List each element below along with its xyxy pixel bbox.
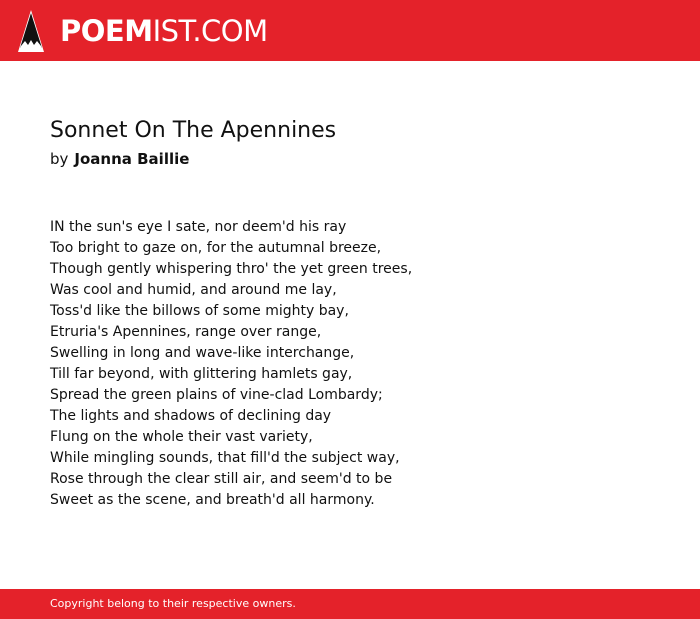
poem-title: Sonnet On The Apennines (50, 118, 337, 143)
footer-bar (0, 589, 700, 619)
poem-line: Though gently whispering thro' the yet green trees, (50, 261, 413, 277)
byline-prefix: by (50, 150, 69, 168)
poem-content (50, 117, 670, 511)
poem-line: Spread the green plains of vine-clad Lombardy; (50, 387, 383, 403)
poem-line: Toss'd like the billows of some mighty bay, (50, 303, 349, 319)
logo-wordmark: POEMIST.COM (60, 14, 268, 48)
author-name: Joanna Baillie (74, 150, 190, 168)
byline (50, 148, 670, 170)
poem-line: The lights and shadows of declining day (50, 408, 332, 424)
poem-line: While mingling sounds, that fill'd the subject way, (50, 450, 400, 466)
poem-line: Rose through the clear still air, and seem'd to be (50, 471, 393, 487)
pencil-tip-icon (18, 10, 44, 52)
poem-line: Etruria's Apennines, range over range, (50, 324, 322, 340)
poem-body (50, 217, 670, 511)
poem-line: Till far beyond, with glittering hamlets gay, (50, 366, 353, 382)
poem-line: Flung on the whole their vast variety, (50, 429, 313, 445)
poem-line: IN the sun's eye I sate, nor deem'd his ray (50, 219, 347, 235)
poem-line: Was cool and humid, and around me lay, (50, 282, 337, 298)
site-logo[interactable] (18, 10, 268, 52)
poem-line: Too bright to gaze on, for the autumnal breeze, (50, 240, 382, 256)
header-bar (0, 0, 700, 61)
poem-line: Swelling in long and wave-like interchange, (50, 345, 355, 361)
poem-line: Sweet as the scene, and breath'd all harmony. (50, 492, 375, 508)
copyright-notice: Copyright belong to their respective owners. (50, 597, 296, 610)
